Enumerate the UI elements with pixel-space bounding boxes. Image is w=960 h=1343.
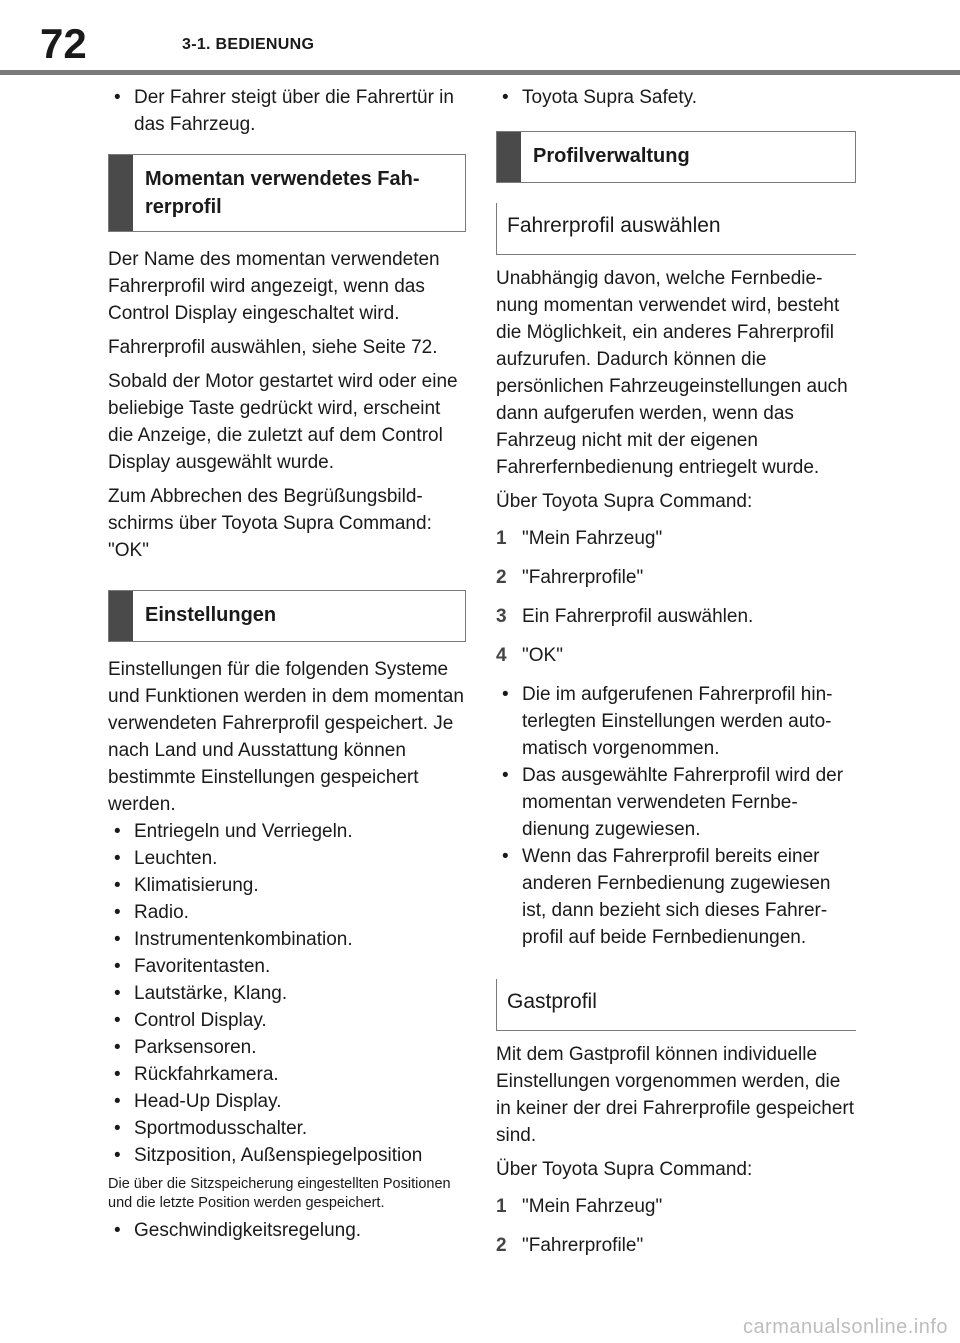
intro-list-left <box>108 84 466 138</box>
step-text: "Fahrerprofile" <box>522 567 644 588</box>
list-item: • Entriegeln und Verriegeln. <box>108 818 466 845</box>
page-header <box>0 0 960 76</box>
step-item <box>496 525 856 552</box>
step-text: Ein Fahrerprofil auswählen. <box>522 606 754 627</box>
step-item <box>496 564 856 591</box>
paragraph: Mit dem Gastprofil können individuelle Einstellungen vorgenommen werden, die in keiner der drei Fahrerprofile gespeichert sind. <box>496 1044 855 1146</box>
step-text: "Mein Fahrzeug" <box>522 1196 663 1217</box>
list-item: • Leuchten. <box>108 845 466 872</box>
list-item: • Geschwindigkeitsregelung. <box>108 1217 466 1244</box>
list-item: • Die im aufgerufenen Fahrerprofil hinterlegten Einstellungen werden automatisch vorgenommen. <box>496 681 856 762</box>
paragraph: Fahrerprofil auswählen, siehe Seite 72. <box>108 337 438 358</box>
section-title: Einstellungen <box>145 604 277 626</box>
step-text: "OK" <box>522 645 563 666</box>
list-item: • Wenn das Fahrerprofil bereits einer anderen Fernbedienung zugewiesen ist, dann bezieht sich dieses Fahrerprofil auf beide Fernbedienungen. <box>496 843 856 951</box>
chapter-title: 3-1. BEDIENUNG <box>182 36 315 53</box>
section-heading-settings <box>108 590 466 642</box>
step-item <box>496 1193 856 1220</box>
list-item: • Das ausgewählte Fahrerprofil wird der momentan verwendeten Fernbedienung zugewiesen. <box>496 762 856 843</box>
right-column <box>496 84 856 1271</box>
paragraph: Zum Abbrechen des Begrüßungsbildschirms über Toyota Supra Command: "OK" <box>108 486 432 561</box>
section-heading-current-profile <box>108 154 466 232</box>
profile-notes-list <box>496 681 856 951</box>
list-item: • Sportmodusschalter. <box>108 1115 466 1142</box>
step-number: 1 <box>496 1196 507 1217</box>
section-title: Profilverwaltung <box>533 145 690 167</box>
list-item: • Control Display. <box>108 1007 466 1034</box>
list-item: • Toyota Supra Safety. <box>496 84 856 111</box>
step-number: 1 <box>496 528 507 549</box>
step-text: "Fahrerprofile" <box>522 1235 644 1256</box>
list-item: • Sitzposition, Außenspiegelposition <box>108 1142 466 1169</box>
list-item: • Head-Up Display. <box>108 1088 466 1115</box>
section-title: Momentan verwendetes Fahrerprofil <box>145 168 420 218</box>
paragraph: Sobald der Motor gestartet wird oder eine beliebige Taste gedrückt wird, erscheint die Anzeige, die zuletzt auf dem Control Display ausgewählt wurde. <box>108 371 458 473</box>
list-item: • Instrumentenkombination. <box>108 926 466 953</box>
list-item: • Favoritentasten. <box>108 953 466 980</box>
paragraph: Über Toyota Supra Command: <box>496 491 753 512</box>
paragraph: Einstellungen für die folgenden Systeme und Funktionen werden in dem momentan verwendeten Fahrerprofil gespeichert. Je nach Land und Ausstattung können bestimmte Einstellungen gespeichert werden. <box>108 659 464 815</box>
paragraph: Über Toyota Supra Command: <box>496 1159 753 1180</box>
step-text: "Mein Fahrzeug" <box>522 528 663 549</box>
list-item: • Rückfahrkamera. <box>108 1061 466 1088</box>
subsection-heading-select-profile <box>496 203 856 255</box>
intro-list-right <box>496 84 856 111</box>
subsection-heading-guest-profile <box>496 979 856 1031</box>
settings-list-continued <box>108 1217 466 1244</box>
step-item <box>496 642 856 669</box>
paragraph: Unabhängig davon, welche Fernbedienung momentan verwendet wird, besteht die Möglichkeit, ein anderes Fahrerprofil aufzurufen. Dadurch können die persönlichen Fahrzeugeinstellungen auch dann aufgerufen werden, wenn das Fahrzeug nicht mit der eigenen Fahrerfernbedienung entriegelt wurde. <box>496 268 848 478</box>
step-number: 2 <box>496 567 507 588</box>
list-item: • Parksensoren. <box>108 1034 466 1061</box>
settings-list <box>108 818 466 1169</box>
step-item <box>496 1232 856 1259</box>
subsection-title: Fahrerprofil auswählen <box>507 214 721 237</box>
paragraph: Der Name des momentan verwendeten Fahrerprofil wird angezeigt, wenn das Control Display eingeschaltet wird. <box>108 249 440 324</box>
list-item: • Der Fahrer steigt über die Fahrertür in das Fahrzeug. <box>108 84 466 138</box>
note-text: Die über die Sitzspeicherung eingestellten Positionen und die letzte Position werden gespeichert. <box>108 1176 451 1211</box>
subsection-title: Gastprofil <box>507 990 597 1013</box>
section-heading-profile-management <box>496 131 856 183</box>
step-number: 4 <box>496 645 507 666</box>
header-rule <box>0 70 960 75</box>
left-column <box>108 84 466 1251</box>
page-number: 72 <box>40 20 87 67</box>
list-item: • Lautstärke, Klang. <box>108 980 466 1007</box>
list-item: • Klimatisierung. <box>108 872 466 899</box>
watermark: carmanualsonline.info <box>742 1316 948 1338</box>
step-number: 2 <box>496 1235 507 1256</box>
step-item <box>496 603 856 630</box>
list-item: • Radio. <box>108 899 466 926</box>
step-number: 3 <box>496 606 507 627</box>
